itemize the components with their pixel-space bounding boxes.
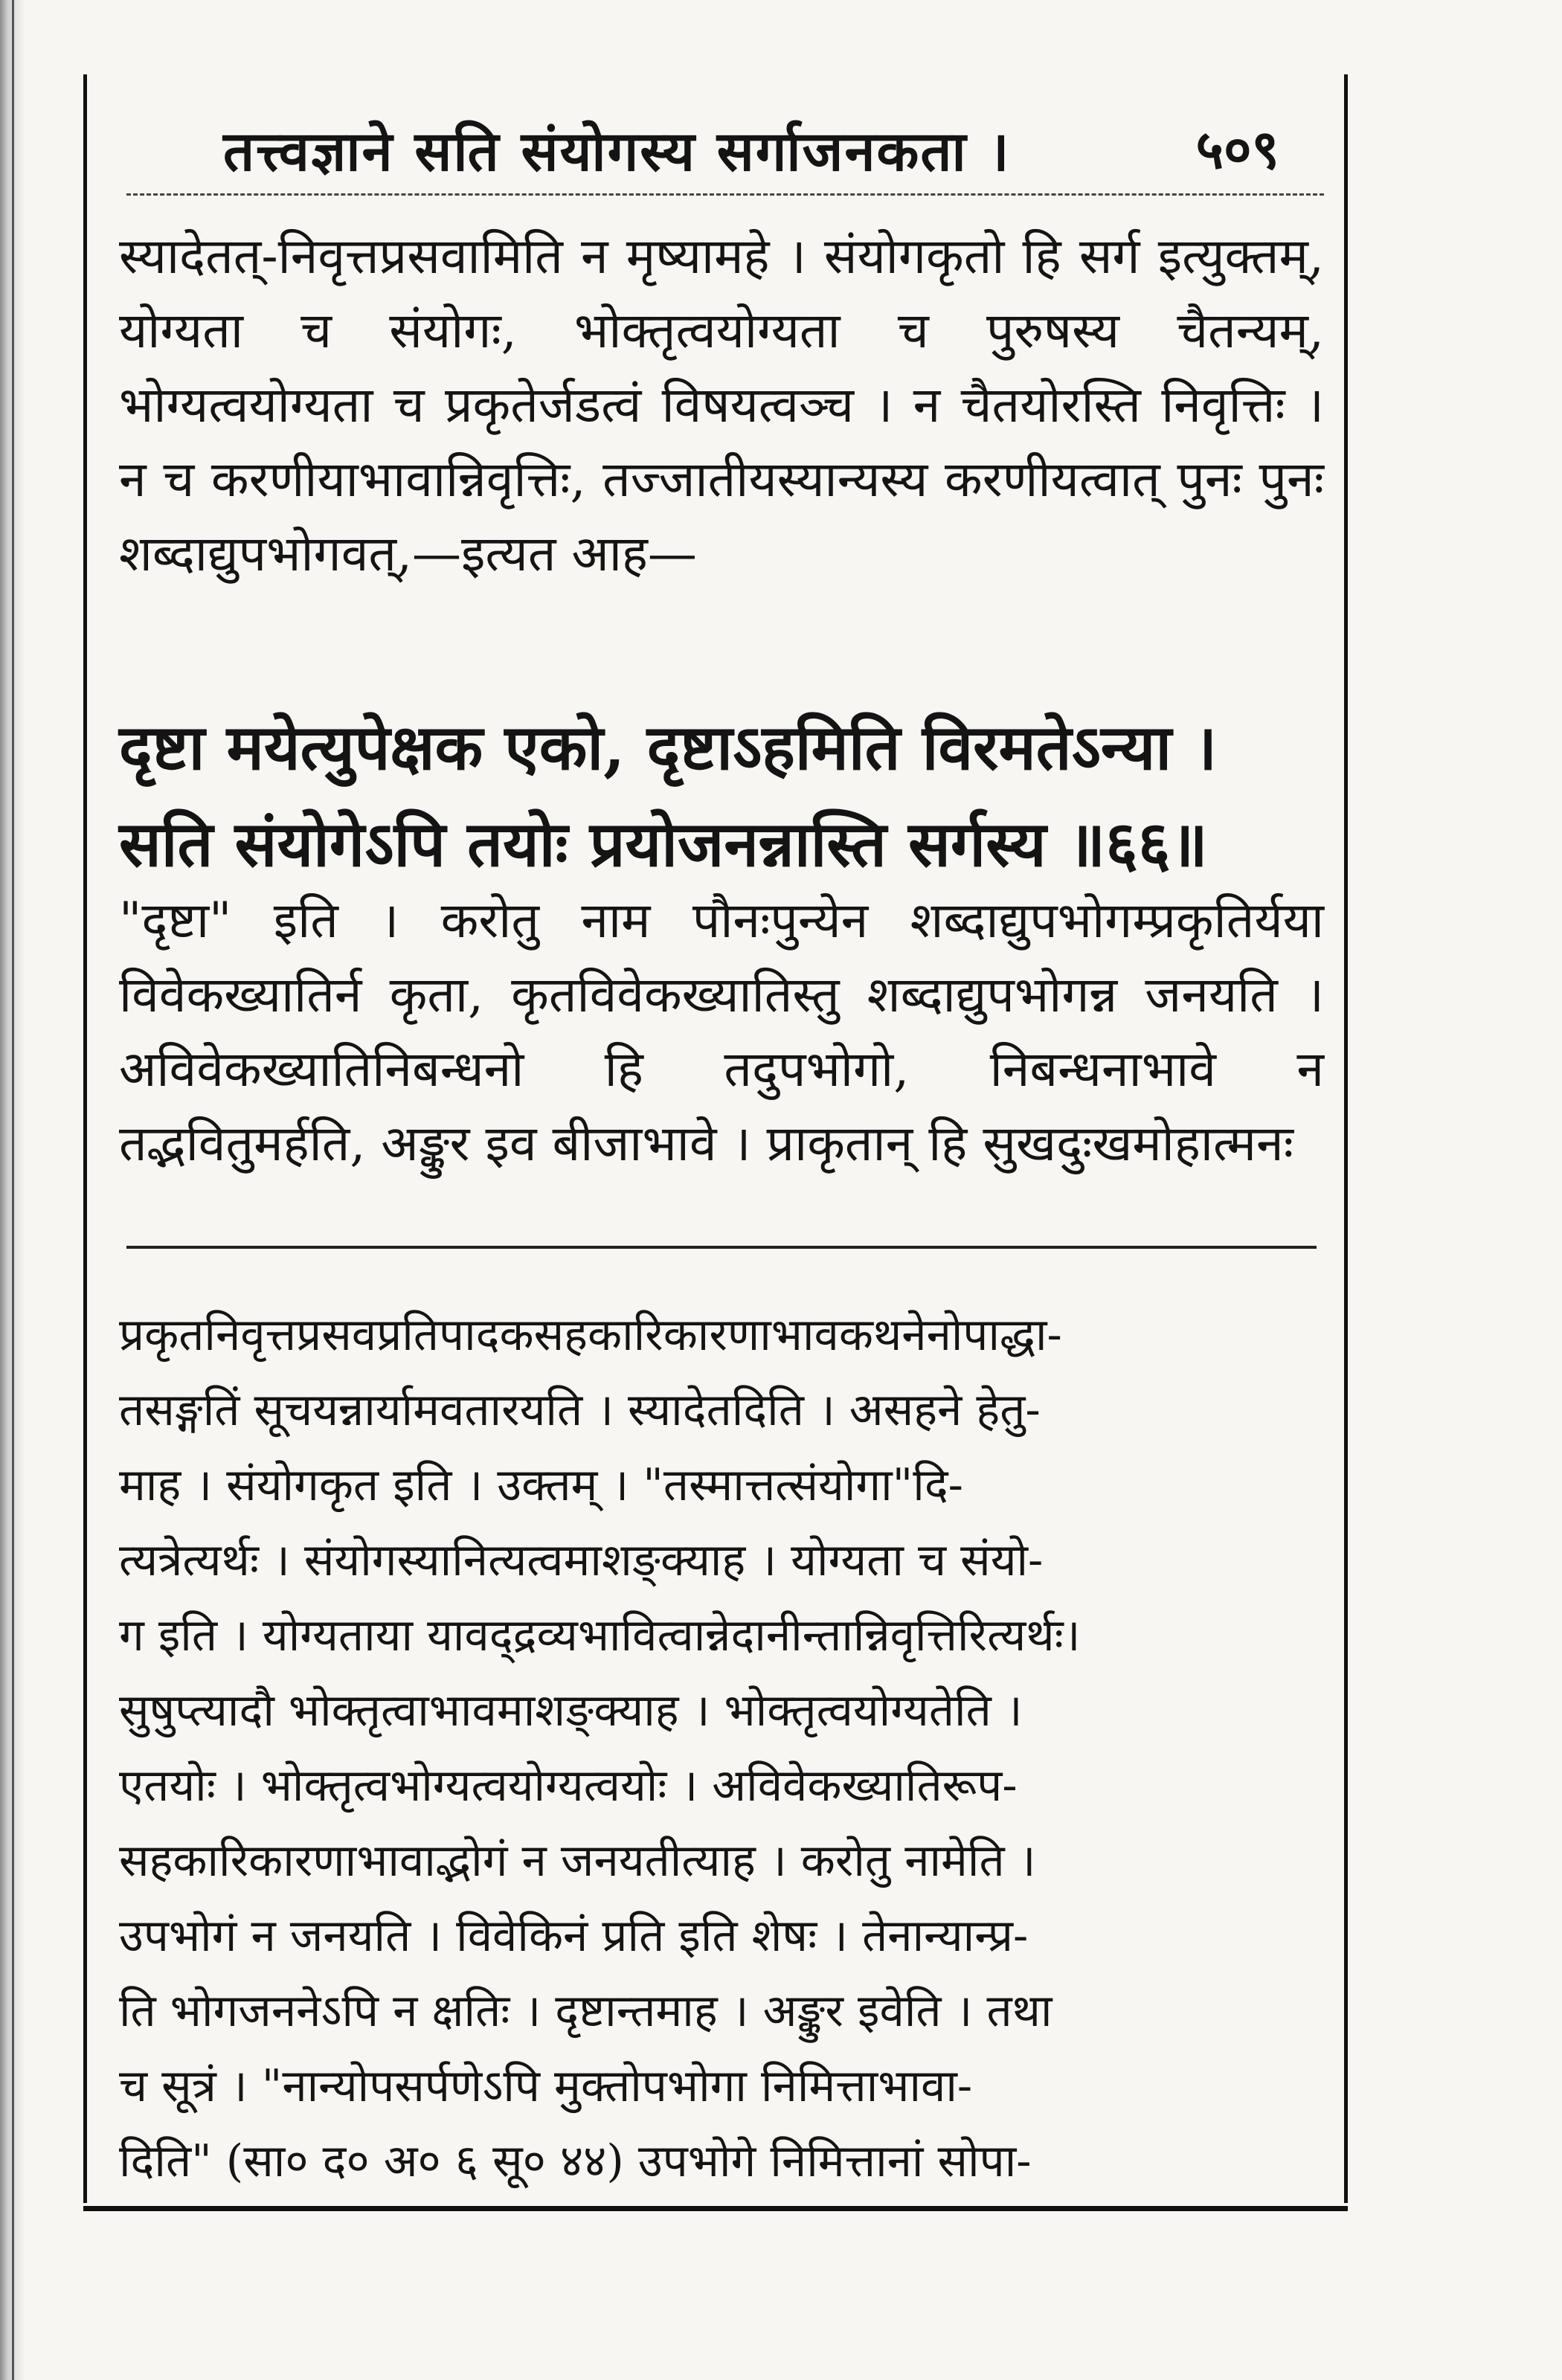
subcommentary-line: ति भोगजननेऽपि न क्षतिः । दृष्टान्तमाह । अङ्कुर इवेति । तथा (119, 1985, 1052, 2037)
gloss-text: "दृष्टा" इति । करोतु नाम पौनःपुन्येन शब्दाद्युपभोगम्प्रकृतिर्यया विवेकख्यातिर्न कृता, कृतविवेकख्यातिस्तु शब्दाद्युपभोगन्न जनयति । अविवेकख्यातिनिबन्धनो हि तदुपभोगो, निबन्धनाभावे न तद्भवितुमर्हति, अङ्कुर इव बीजाभावे । प्राकृतान् हि सुखदुःखमोहात्मनः (119, 892, 1324, 1172)
page-number: ५०९ (1195, 118, 1279, 181)
karika-line-1: दृष्टा मयेत्युपेक्षक एको, दृष्टाऽहमिति विरमतेऽन्या । (119, 710, 1218, 784)
subcommentary-line: च सूत्रं । "नान्योपसर्पणेऽपि मुक्तोपभोगा निमित्ताभावा- (119, 2060, 973, 2112)
subcommentary-line: सुषुप्त्यादौ भोक्तृत्वाभावमाशङ्क्याह । भोक्तृत्वयोग्यतेति । (119, 1685, 1023, 1737)
subcommentary-line: सहकारिकारणाभावाद्भोगं न जनयतीत्याह । करोतु नामेति । (119, 1835, 1036, 1887)
commentary-block (119, 219, 1324, 591)
commentary-text: स्यादेतत्-निवृत्तप्रसवामिति न मृष्यामहे । संयोगकृतो हि सर्ग इत्युक्तम्, योग्यता च संयोगः, भोक्तृत्वयोग्यता च पुरुषस्य चैतन्यम्, भोग्यत्वयोग्यता च प्रकृतेर्जडत्वं विषयत्वञ्च । न चैतयोरस्ति निवृत्तिः । न च करणीयाभावान्निवृत्तिः, तज्जातीयस्यान्यस्य करणीयत्वात् पुनः पुनः शब्दाद्युपभोगवत्,—इत्यत आह— (119, 228, 1324, 582)
running-head-title: तत्त्वज्ञाने सति संयोगस्य सर्गाजनकता । (223, 120, 1011, 184)
subcommentary-line: दिति" (सा० द० अ० ६ सू० ४४) उपभोगे निमित्तानां सोपा- (119, 2135, 1032, 2187)
karika-line-2: सति संयोगेऽपि तयोः प्रयोजनन्नास्ति सर्गस्य ॥६६॥ (119, 807, 1208, 881)
karika-verse (119, 699, 1324, 892)
section-rule (126, 1246, 1317, 1249)
subcommentary-line: त्यत्रेत्यर्थः । संयोगस्यानित्यत्वमाशङ्क्याह । योग्यता च संयो- (119, 1534, 1044, 1586)
subcommentary-line: ग इति । योग्यताया यावद्द्रव्यभावित्वान्नेदानीन्तान्निवृत्तिरित्यर्थः। (119, 1609, 1081, 1662)
subcommentary-block (119, 1298, 1324, 2199)
binding-line (12, 0, 14, 2380)
subcommentary-line: प्रकृतनिवृत्तप्रसवप्रतिपादकसहकारिकारणाभावकथनेनोपाद्धा- (119, 1309, 1062, 1361)
subcommentary-line: एतयोः । भोक्तृत्वभोग्यत्वयोग्यत्वयोः । अविवेकख्यातिरूप- (119, 1760, 1018, 1812)
gloss-block (119, 884, 1324, 1181)
subcommentary-line: तसङ्गतिं सूचयन्नार्यामवतारयति । स्यादेतदिति । असहने हेतु- (119, 1384, 1041, 1436)
subcommentary-line: उपभोगं न जनयति । विवेकिनं प्रति इति शेषः । तेनान्यान्प्र- (119, 1910, 1029, 1962)
bottom-rule (83, 2206, 1348, 2211)
subcommentary-line: माह । संयोगकृत इति । उक्तम् । "तस्मात्तत्संयोगा"दि- (119, 1459, 963, 1511)
header-rule (126, 193, 1324, 196)
running-head (112, 112, 1302, 201)
